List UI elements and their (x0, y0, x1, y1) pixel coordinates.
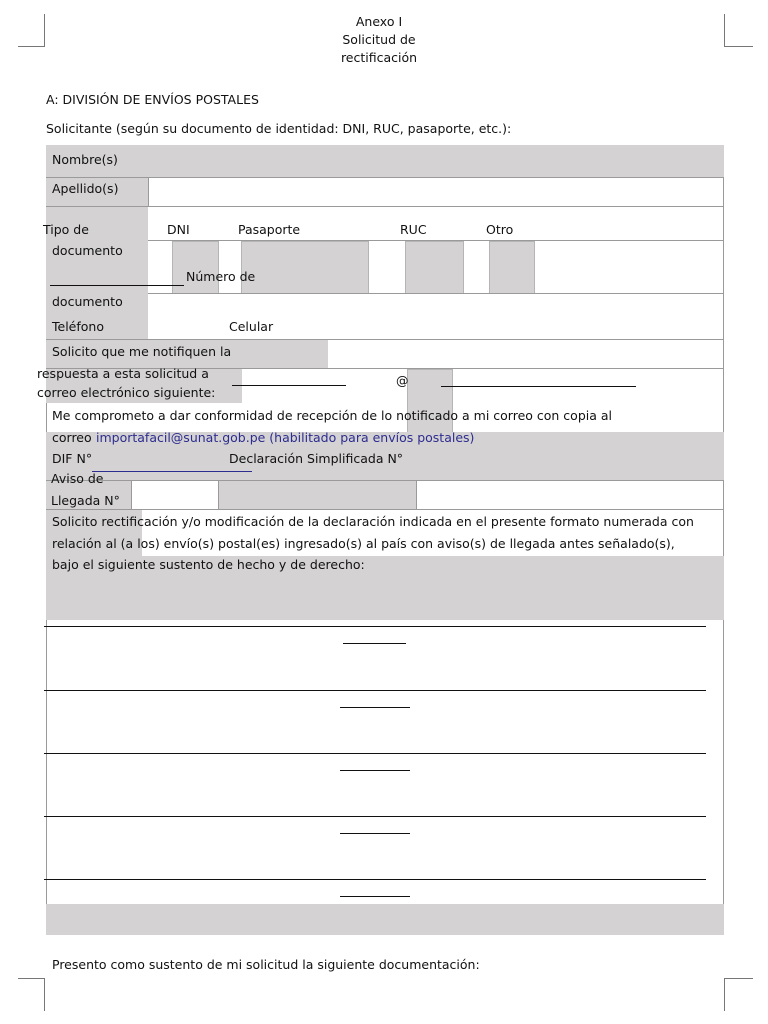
notify-line1: Solicito que me notifiquen la (52, 344, 232, 359)
annex-title: Anexo I (355, 14, 403, 29)
row-divider (46, 509, 724, 510)
numero-doc-label-line1: Número de (186, 269, 256, 284)
justification-line-1[interactable] (44, 626, 706, 627)
checkbox-otro[interactable] (489, 241, 535, 294)
celular-label: Celular (229, 319, 274, 334)
crop-mark-top-left (18, 14, 45, 47)
option-otro-label: Otro (486, 222, 514, 237)
tipo-doc-label-line1: Tipo de (43, 222, 89, 237)
apellidos-input[interactable] (149, 178, 723, 206)
apellidos-label: Apellido(s) (52, 181, 119, 196)
form-right-border (723, 145, 724, 935)
at-sign: @ (396, 373, 409, 388)
commit-line1: Me comprometo a dar conformidad de recepción de lo notificado a mi correo con copia al (52, 408, 613, 423)
numero-doc-label-line2: documento (52, 294, 123, 309)
option-ruc-label: RUC (400, 222, 427, 237)
cell-divider (131, 481, 132, 509)
request-line3: bajo el siguiente sustento de hecho y de derecho: (52, 557, 365, 572)
justification-line-2[interactable] (44, 690, 706, 691)
dif-number-underline[interactable] (92, 471, 252, 472)
justification-short-2 (340, 707, 410, 708)
crop-mark-bottom-right (724, 978, 753, 1011)
aviso-label-line1: Aviso de (51, 471, 104, 486)
dif-label: DIF N° (52, 451, 93, 466)
option-pasaporte-label: Pasaporte (238, 222, 301, 237)
email-at-cell (407, 369, 453, 434)
crop-mark-bottom-left (18, 978, 45, 1011)
checkbox-dni[interactable] (172, 241, 219, 294)
notify-line2: respuesta a esta solicitud a (37, 366, 209, 381)
justification-line-5[interactable] (44, 879, 706, 880)
telefono-label: Teléfono (52, 319, 104, 334)
document-header (284, 13, 474, 67)
option-dni-label: DNI (167, 222, 190, 237)
form-footer-band (46, 904, 724, 935)
checkbox-pasaporte[interactable] (241, 241, 369, 294)
request-line2: relación al (a los) envío(s) postal(es) ingresado(s) al país con aviso(s) de llegada antes señalado(s), (52, 536, 675, 551)
crop-mark-top-right (724, 14, 753, 47)
justification-short-4 (340, 833, 410, 834)
email-domain-input[interactable] (441, 386, 636, 387)
justification-short-1 (343, 643, 406, 644)
nombres-label: Nombre(s) (52, 152, 118, 167)
footer-text: Presento como sustento de mi solicitud la siguiente documentación: (52, 957, 480, 972)
request-line1: Solicito rectificación y/o modificación de la declaración indicada en el presente formato numerada con (52, 514, 694, 529)
section-title: A: DIVISIÓN DE ENVÍOS POSTALES (46, 92, 259, 107)
commit-line2-prefix: correo (52, 430, 92, 445)
nombres-row (46, 145, 724, 177)
numero-doc-underline (50, 285, 184, 286)
tipo-doc-label-line2: documento (52, 243, 123, 258)
email-user-input[interactable] (232, 385, 346, 386)
checkbox-ruc[interactable] (405, 241, 464, 294)
declaracion-label: Declaración Simplificada N° (229, 451, 404, 466)
justification-line-4[interactable] (44, 816, 706, 817)
cell-divider (416, 481, 417, 509)
sunat-email-link[interactable]: importafacil@sunat.gob.pe (habilitado para envíos postales) (96, 430, 475, 445)
row-divider (148, 293, 724, 294)
justification-short-5 (340, 896, 410, 897)
applicant-intro: Solicitante (según su documento de identidad: DNI, RUC, pasaporte, etc.): (46, 121, 512, 136)
declaracion-input[interactable] (219, 481, 416, 509)
aviso-label-line2: Llegada N° (51, 493, 120, 508)
justification-line-3[interactable] (44, 753, 706, 754)
notify-line3: correo electrónico siguiente: (37, 385, 216, 400)
justification-short-3 (340, 770, 410, 771)
form-title-line2: rectificación (340, 50, 418, 65)
form-title-line1: Solicitud de (342, 32, 416, 47)
